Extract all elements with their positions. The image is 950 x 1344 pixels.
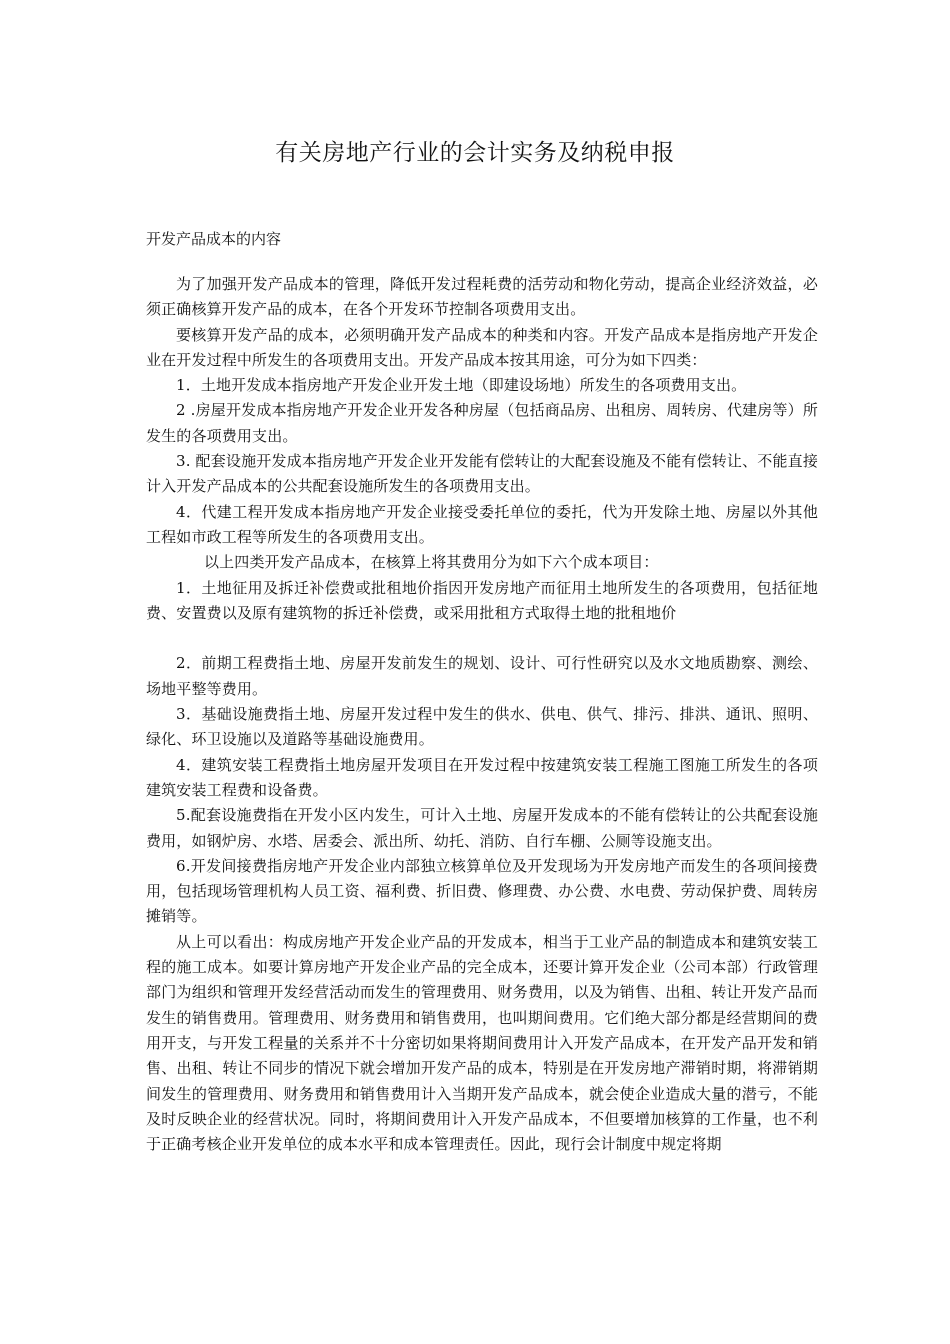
paragraph: 从上可以看出：构成房地产开发企业产品的开发成本，相当于工业产品的制造成本和建筑安装工程的施工成本。如要计算房地产开发企业产品的完全成本，还要计算开发企业（公司本部）行政管理部门为组织和管理开发经营活动而发生的管理费用、财务费用，以及为销售、出租、转让开发产品而发生的销售费用。管理费用、财务费用和销售费用，也叫期间费用。它们绝大部分都是经营期间的费用开支，与开发工程量的关系并不十分密切如果将期间费用计入开发产品成本，在开发产品开发和销售、出租、转让不同步的情况下就会增加开发产品的成本，特别是在开发房地产滞销时期，将滞销期间发生的管理费用、财务费用和销售费用计入当期开发产品成本，就会使企业造成大量的潜亏，不能及时反映企业的经营状况。同时，将期间费用计入开发产品成本，不但要增加核算的工作量，也不利于正确考核企业开发单位的成本水平和成本管理责任。因此，现行会计制度中规定将期 bbox=[146, 932, 818, 1154]
list-item: 2．前期工程费指土地、房屋开发前发生的规划、设计、可行性研究以及水文地质勘察、测绘、场地平整等费用。 bbox=[146, 654, 818, 698]
document-title: 有关房地产行业的会计实务及纳税申报 bbox=[275, 140, 675, 166]
list-item: 6.开发间接费指房地产开发企业内部独立核算单位及开发现场为开发房地产而发生的各项间接费用，包括现场管理机构人员工资、福利费、折旧费、修理费、办公费、水电费、劳动保护费、周转房摊销等。 bbox=[146, 856, 818, 926]
paragraph: 以上四类开发产品成本，在核算上将其费用分为如下六个成本项目： bbox=[204, 553, 659, 572]
list-item: 5.配套设施费指在开发小区内发生，可计入土地、房屋开发成本的不能有偿转让的公共配套设施费用，如钢炉房、水塔、居委会、派出所、幼托、消防、自行车棚、公厕等设施支出。 bbox=[146, 806, 818, 850]
list-item: 2 .房屋开发成本指房地产开发企业开发各种房屋（包括商品房、出租房、周转房、代建房等）所发生的各项费用支出。 bbox=[146, 401, 818, 445]
list-item: 1．土地开发成本指房地产开发企业开发土地（即建设场地）所发生的各项费用支出。 bbox=[176, 376, 747, 395]
paragraph: 要核算开发产品的成本，必须明确开发产品成本的种类和内容。开发产品成本是指房地产开发企业在开发过程中所发生的各项费用支出。开发产品成本按其用途，可分为如下四类： bbox=[146, 325, 818, 369]
section-heading: 开发产品成本的内容 bbox=[146, 230, 282, 248]
document-body bbox=[146, 272, 818, 1157]
list-item: 3．基础设施费指土地、房屋开发过程中发生的供水、供电、供气、排污、排洪、通讯、照明、绿化、环卫设施以及道路等基础设施费用。 bbox=[146, 705, 818, 749]
list-item: 4．建筑安装工程费指土地房屋开发项目在开发过程中按建筑安装工程施工图施工所发生的各项建筑安装工程费和设备费。 bbox=[146, 755, 818, 799]
list-item: 1．土地征用及拆迁补偿费或批租地价指因开发房地产而征用土地所发生的各项费用，包括征地费、安置费以及原有建筑物的拆迁补偿费，或采用批租方式取得土地的批租地价 bbox=[146, 578, 818, 622]
list-item: 3. 配套设施开发成本指房地产开发企业开发能有偿转让的大配套设施及不能有偿转让、不能直接计入开发产品成本的公共配套设施所发生的各项费用支出。 bbox=[146, 452, 818, 496]
list-item: 4．代建工程开发成本指房地产开发企业接受委托单位的委托，代为开发除土地、房屋以外其他工程如市政工程等所发生的各项费用支出。 bbox=[146, 502, 818, 546]
paragraph: 为了加强开发产品成本的管理，降低开发过程耗费的活劳动和物化劳动，提高企业经济效益，必须正确核算开发产品的成本，在各个开发环节控制各项费用支出。 bbox=[146, 275, 818, 319]
